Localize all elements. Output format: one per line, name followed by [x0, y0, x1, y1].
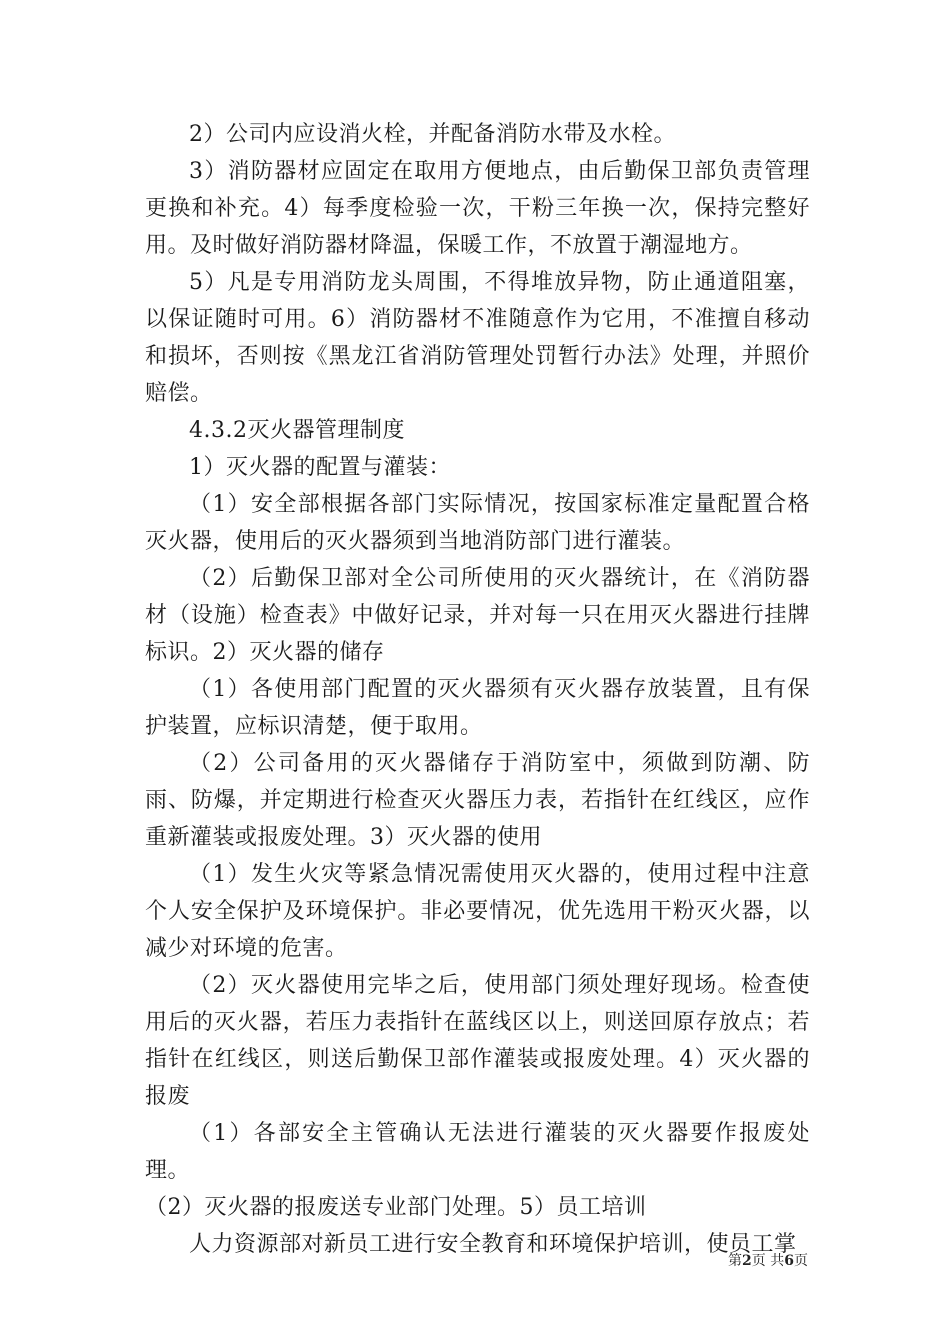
- section-heading: 4.3.2灭火器管理制度: [189, 418, 405, 443]
- footer-middle: 页 共: [751, 1253, 785, 1269]
- paragraph: 5）凡是专用消防龙头周围，不得堆放异物，防止通道阻塞，以保证随时可用。6）消防器材不准随意作为它用，不准擅自移动和损坏，否则按《黑龙江省消防管理处罚暂行办法》处理，并照价赔偿。: [145, 270, 810, 406]
- current-page-number: 2: [742, 1253, 752, 1269]
- footer-suffix: 页: [794, 1253, 808, 1269]
- paragraph: 2）公司内应设消火栓，并配备消防水带及水栓。: [189, 122, 676, 147]
- paragraph: （1）各部安全主管确认无法进行灌装的灭火器要作报废处理。: [145, 1121, 810, 1183]
- page-number-footer: [728, 1250, 808, 1270]
- footer-prefix: 第: [728, 1253, 743, 1269]
- paragraph: （1）发生火灾等紧急情况需使用灭火器的，使用过程中注意个人安全保护及环境保护。非必要情况，优先选用干粉灭火器，以减少对环境的危害。: [145, 862, 810, 961]
- paragraph: （1）各使用部门配置的灭火器须有灭火器存放装置，且有保护装置，应标识清楚，便于取用。: [145, 677, 810, 739]
- paragraph: 1）灭火器的配置与灌装：: [189, 455, 451, 480]
- paragraph: （2）后勤保卫部对全公司所使用的灭火器统计，在《消防器材（设施）检查表》中做好记录，并对每一只在用灭火器进行挂牌标识。2）灭火器的储存: [145, 566, 810, 665]
- paragraph: （1）安全部根据各部门实际情况，按国家标准定量配置合格灭火器，使用后的灭火器须到当地消防部门进行灌装。: [145, 492, 810, 554]
- paragraph: （2）公司备用的灭火器储存于消防室中，须做到防潮、防雨、防爆，并定期进行检查灭火器压力表，若指针在红线区，应作重新灌装或报废处理。3）灭火器的使用: [145, 751, 810, 850]
- paragraph: （2）灭火器使用完毕之后，使用部门须处理好现场。检查使用后的灭火器，若压力表指针在蓝线区以上，则送回原存放点；若指针在红线区，则送后勤保卫部作灌装或报废处理。4）灭火器的报废: [145, 973, 810, 1109]
- paragraph: 人力资源部对新员工进行安全教育和环境保护培训，使员工掌: [189, 1232, 797, 1257]
- document-body: [145, 116, 810, 1263]
- paragraph: （2）灭火器的报废送专业部门处理。5）员工培训: [145, 1195, 647, 1220]
- paragraph: 3）消防器材应固定在取用方便地点，由后勤保卫部负责管理更换和补充。4）每季度检验一次，干粉三年换一次，保持完整好用。及时做好消防器材降温，保暖工作，不放置于潮湿地方。: [145, 159, 810, 258]
- total-pages-number: 6: [784, 1253, 794, 1269]
